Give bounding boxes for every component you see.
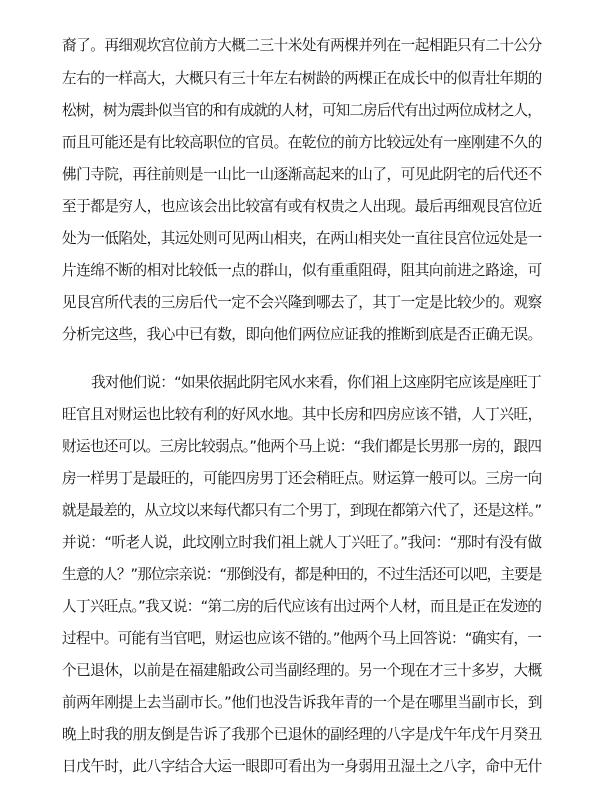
- paragraph-1-line-1: 裔了。再细观坎宫位前方大概二三十米处有两棵并列在一起相距只有二十公分: [62, 37, 542, 54]
- paragraph-2-line-2: 旺官且对财运也比较有利的好风水地。其中长房和四房应该不错，人丁兴旺，: [62, 406, 542, 423]
- paragraph-2-line-5: 就是最差的，从立坟以来每代都只有二个男丁，到现在都第六代了，还是这样。”: [62, 502, 542, 519]
- paragraph-1-line-2: 左右的一样高大，大概只有三十年左右树龄的两棵正在成长中的似青壮年期的: [62, 70, 542, 87]
- paragraph-2-line-6: 并说：“听老人说，此坟刚立时我们祖上就人丁兴旺了。”我问：“那时有没有做: [62, 534, 542, 551]
- paragraph-1-line-8: 片连绵不断的相对比较低一点的群山，似有重重阻碍，阻其向前进之路途，可: [62, 262, 542, 279]
- paragraph-2-line-7: 生意的人？”那位宗亲说：“那倒没有，都是种田的，不过生活还可以吧，主要是: [62, 566, 542, 583]
- paragraph-2-line-10: 个已退休，以前是在福建船政公司当副经理的。另一个现在才三十多岁，大概: [62, 662, 542, 679]
- paragraph-1-line-7: 处为一低陷处，其远处则可见两山相夹，在两山相夹处一直往艮宫位远处是一: [62, 230, 542, 247]
- paragraph-1-line-6: 至于都是穷人，也应该会出比较富有或有权贵之人出现。最后再细观艮宫位近: [62, 198, 542, 215]
- paragraph-1-line-5: 佛门寺院，再往前则是一山比一山逐渐高起来的山了，可见此阴宅的后代还不: [62, 166, 542, 183]
- paragraph-1-line-3: 松树，树为震卦似当官的和有成就的人材，可知二房后代有出过两位成材之人，: [62, 102, 541, 119]
- paragraph-2-line-13: 日戊午时，此八字结合大运一眼即可看出为一身弱用丑湿土之八字，命中无什: [62, 758, 542, 775]
- paragraph-2-line-9: 过程中。可能有当官吧，财运也应该不错的。”他两个马上回答说：“确实有，一: [62, 630, 542, 647]
- paragraph-2-line-4: 房一样男丁是最旺的，可能四房男丁还会稍旺点。财运算一般可以。三房一向: [62, 470, 542, 487]
- paragraph-2-line-8: 人丁兴旺点。”我又说：“第二房的后代应该有出过两个人材，而且是正在发迹的: [62, 598, 542, 615]
- paragraph-2-line-12: 晚上时我的朋友倒是告诉了我那个已退休的副经理的八字是戊午年戊午月癸丑: [62, 726, 542, 743]
- paragraph-2-line-1: 我对他们说：“如果依据此阴宅风水来看，你们祖上这座阴宅应该是座旺丁: [91, 374, 541, 391]
- paragraph-2-line-11: 前两年刚提上去当副市长。”他们也没告诉我年青的一个是在哪里当副市长，到: [62, 694, 542, 711]
- paragraph-1-line-10: 分析完这些，我心中已有数，即向他们两位应证我的推断到底是否正确无误。: [62, 326, 542, 343]
- paragraph-2-line-3: 财运也还可以。三房比较弱点。”他两个马上说：“我们都是长男那一房的，跟四: [62, 438, 542, 455]
- paragraph-1-line-9: 见艮宫所代表的三房后代一定不会兴隆到哪去了，其丁一定是比较少的。观察: [62, 294, 542, 311]
- paragraph-1-line-4: 而且可能还是有比较高职位的官员。在乾位的前方比较远处有一座刚建不久的: [62, 134, 542, 151]
